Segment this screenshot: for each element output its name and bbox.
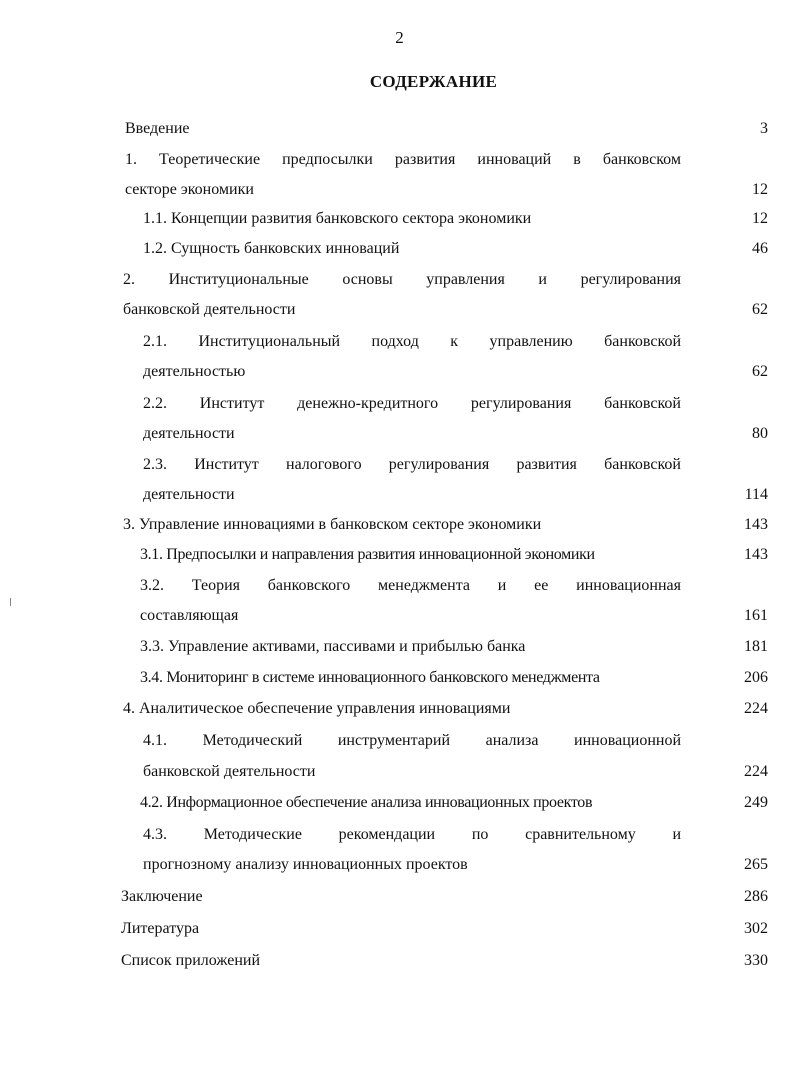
toc-entry-text: Список приложений xyxy=(121,952,261,969)
toc-page-number: 46 xyxy=(752,240,768,257)
toc-entry-text: 2. Институциональные основы управления и регулирования xyxy=(123,271,681,288)
toc-page-number: 12 xyxy=(752,181,768,198)
toc-entry-text-cont: деятельности xyxy=(143,486,235,503)
toc-entry-text: 1. Теоретические предпосылки развития инноваций в банковском xyxy=(125,151,681,168)
toc-entry-text-cont: банковской деятельности xyxy=(123,301,296,318)
toc-page-number: 181 xyxy=(744,638,768,655)
toc-page-number: 206 xyxy=(744,669,768,686)
toc-entry-text: 4.2. Информационное обеспечение анализа инновационных проектов xyxy=(140,794,593,811)
toc-entry-text: 1.1. Концепции развития банковского сектора экономики xyxy=(143,210,532,227)
toc-page-number: 161 xyxy=(744,607,768,624)
toc-page-number: 224 xyxy=(744,700,768,717)
toc-entry-text: 2.3. Институт налогового регулирования развития банковской xyxy=(143,456,681,473)
toc-page-number: 249 xyxy=(744,794,768,811)
toc-page-number: 302 xyxy=(744,920,768,937)
toc-entry-text: 3.1. Предпосылки и направления развития инновационной экономики xyxy=(140,546,595,563)
toc-entry-text: Литература xyxy=(121,920,200,937)
toc-page-number: 224 xyxy=(744,763,768,780)
toc-entry-text: 2.2. Институт денежно-кредитного регулирования банковской xyxy=(143,395,681,412)
toc-entry-text: Введение xyxy=(125,120,190,137)
toc-entry-text: 1.2. Сущность банковских инноваций xyxy=(143,240,400,257)
toc-page-number: 330 xyxy=(744,952,768,969)
toc-page-number: 62 xyxy=(752,301,768,318)
toc-entry-text: 3.4. Мониторинг в системе инновационного банковского менеджмента xyxy=(140,669,600,686)
toc-entry-text: 4.3. Методические рекомендации по сравнительному и xyxy=(143,826,681,843)
page-number: 2 xyxy=(395,28,404,47)
toc-entry-text: Заключение xyxy=(121,888,203,905)
toc-entry-text-cont: прогнозному анализу инновационных проектов xyxy=(143,856,468,873)
toc-page-number: 265 xyxy=(744,856,768,873)
toc-page-number: 3 xyxy=(760,120,768,137)
scan-edge-mark xyxy=(10,598,11,606)
toc-page-number: 62 xyxy=(752,363,768,380)
toc-page-number: 143 xyxy=(744,546,768,563)
toc-page-number: 286 xyxy=(744,888,768,905)
toc-entry-text-cont: банковской деятельности xyxy=(143,763,316,780)
toc-page-number: 12 xyxy=(752,210,768,227)
toc-page-number: 80 xyxy=(752,425,768,442)
toc-page-number: 114 xyxy=(744,486,768,503)
toc-entry-text-cont: составляющая xyxy=(140,607,239,624)
toc-page-number: 143 xyxy=(744,516,768,533)
toc-entry-text: 3.3. Управление активами, пассивами и прибылью банка xyxy=(140,638,526,655)
toc-entry-text-cont: деятельности xyxy=(143,425,235,442)
toc-entry-text: 2.1. Институциональный подход к управлению банковской xyxy=(143,333,681,350)
toc-entry-text-cont: секторе экономики xyxy=(125,181,254,198)
toc-entry-text: 4. Аналитическое обеспечение управления инновациями xyxy=(123,700,511,717)
toc-entry-text: 3. Управление инновациями в банковском секторе экономики xyxy=(123,516,542,533)
toc-title: СОДЕРЖАНИЕ xyxy=(369,72,498,91)
toc-entry-text: 4.1. Методический инструментарий анализа инновационной xyxy=(143,732,681,749)
toc-entry-text: 3.2. Теория банковского менеджмента и ее инновационная xyxy=(140,577,681,594)
toc-entry-text-cont: деятельностью xyxy=(143,363,246,380)
